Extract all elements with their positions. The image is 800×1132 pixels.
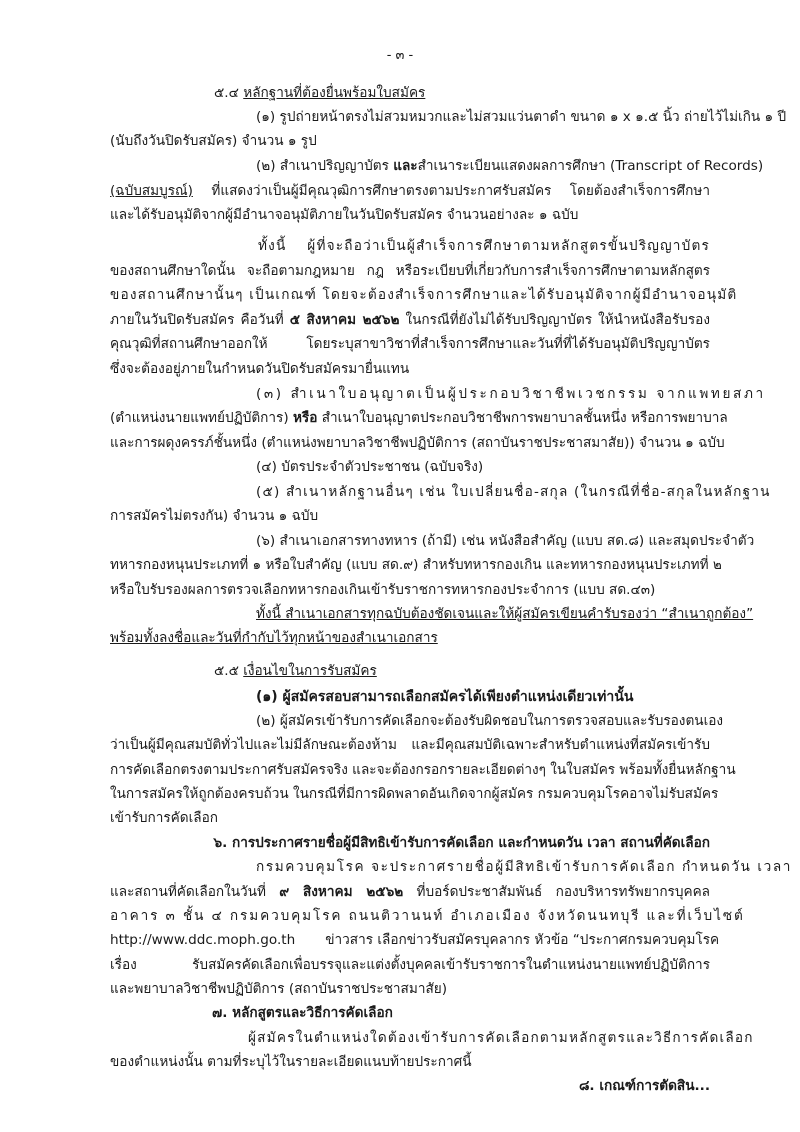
text: ที่แสดงว่าเป็นผู้มีคุณวุฒิการศึกษาตรงตามประกาศรับสมัคร โดยต้องสำเร็จการศึกษา: [192, 183, 710, 199]
closing-date: ๕ สิงหาคม ๒๕๖๒: [289, 312, 400, 328]
section-5-5-heading: [214, 661, 377, 683]
certify-line-2: พร้อมทั้งลงชื่อและวันที่กำกับไว้ทุกหน้าของสำเนาเอกสาร: [110, 630, 438, 646]
item-2-line-3: และได้รับอนุมัติจากผู้มีอำนาจอนุมัติภายในวันปิดรับสมัคร จำนวนอย่างละ ๑ ฉบับ: [110, 207, 579, 223]
text: (๒) สำเนาปริญญาบัตร: [256, 158, 394, 174]
text: ที่บอร์ดประชาสัมพันธ์ กองบริหารทรัพยากรบุคคล: [403, 884, 711, 900]
item-5-line-1: (๕) สำเนาหลักฐานอื่นๆ เช่น ใบเปลี่ยนชื่อ-สกุล (ในกรณีที่ชื่อ-สกุลในหลักฐาน: [256, 484, 771, 500]
text: (ตำแหน่งนายแพทย์ปฏิบัติการ): [110, 410, 293, 426]
section-number: ๕.๔: [214, 85, 239, 101]
section-6-line-6: และพยาบาลวิชาชีพปฏิบัติการ (สถาบันราชประชาสมาสัย): [110, 981, 448, 997]
section-6-heading: ๖. การประกาศรายชื่อผู้มีสิทธิเข้ารับการคัดเลือก และกำหนดวัน เวลา สถานที่คัดเลือก: [213, 835, 710, 851]
text: และสถานที่คัดเลือกในวันที่: [110, 884, 280, 900]
condition-2-line-2: ว่าเป็นผู้มีคุณสมบัติทั่วไปและไม่มีลักษณะต้องห้าม และมีคุณสมบัติเฉพาะสำหรับตำแหน่งที่สมัครเข้ารับ: [110, 737, 710, 753]
section-6-line-3: อาคาร ๓ ชั้น ๔ กรมควบคุมโรค ถนนติวานนท์ อำเภอเมือง จังหวัดนนทบุรี และที่เว็บไซต์: [110, 908, 745, 924]
condition-2-line-1: (๒) ผู้สมัครเข้ารับการคัดเลือกจะต้องรับผิดชอบในการตรวจสอบและรับรองตนเอง: [256, 713, 724, 729]
condition-2-line-4: ในการสมัครให้ถูกต้องครบถ้วน ในกรณีที่มีการผิดพลาดอันเกิดจากผู้สมัคร กรมควบคุมโรคอาจไม่รับสมัคร: [110, 786, 719, 802]
website-link[interactable]: http://www.ddc.moph.go.th: [110, 932, 296, 948]
text: ข่าวสาร เลือกข่าวรับสมัครบุคลากร หัวข้อ “ประกาศกรมควบคุมโรค: [325, 932, 720, 948]
text: สำเนาระเบียนแสดงผลการศึกษา (Transcript of Records): [417, 158, 764, 174]
item-6-line-3: หรือใบรับรองผลการตรวจเลือกทหารกองเกินเข้ารับราชการทหารกองประจำการ (แบบ สด.๔๓): [110, 582, 656, 598]
section-6-line-1: กรมควบคุมโรค จะประกาศรายชื่อผู้มีสิทธิเข้ารับการคัดเลือก กำหนดวัน เวลา: [256, 859, 792, 875]
section-title: เงื่อนไขในการรับสมัคร: [243, 663, 377, 679]
underlined-text: (ฉบับสมบูรณ์): [110, 183, 193, 199]
text: ในกรณีที่ยังไม่ได้รับปริญญาบัตร ให้นำหนังสือรับรอง: [399, 312, 710, 328]
item-1-line-1: (๑) รูปถ่ายหน้าตรงไม่สวมหมวกและไม่สวมแว่นตาดำ ขนาด ๑ x ๑.๕ นิ้ว ถ่ายไว้ไม่เกิน ๑ ปี: [256, 109, 787, 125]
item-2-line-2: [110, 181, 710, 203]
section-5-4-heading: [214, 83, 425, 105]
item-6-line-1: (๖) สำเนาเอกสารทางทหาร (ถ้ามี) เช่น หนังสือสำคัญ (แบบ สด.๘) และสมุดประจำตัว: [256, 533, 755, 549]
note-line-4: [110, 310, 710, 332]
text: สำเนาใบอนุญาตประกอบวิชาชีพการพยาบาลชั้นหนึ่ง หรือการพยาบาล: [317, 410, 728, 426]
item-3-line-3: และการผดุงครรภ์ชั้นหนึ่ง (ตำแหน่งพยาบาลวิชาชีพปฏิบัติการ (สถาบันราชประชาสมาสัย)) จำนวน ๑ ฉบับ: [110, 435, 725, 451]
item-5-line-2: การสมัครไม่ตรงกัน) จำนวน ๑ ฉบับ: [110, 508, 319, 524]
section-6-line-5: เรื่อง รับสมัครคัดเลือกเพื่อบรรจุและแต่งตั้งบุคคลเข้ารับราชการในตำแหน่งนายแพทย์ปฏิบัติการ: [110, 957, 710, 973]
announcement-date: ๙ สิงหาคม ๒๕๖๒: [279, 884, 404, 900]
section-title: หลักฐานที่ต้องยื่นพร้อมใบสมัคร: [243, 85, 426, 101]
certify-line-1: ทั้งนี้ สำเนาเอกสารทุกฉบับต้องชัดเจนและให้ผู้สมัครเขียนคำรับรองว่า “สำเนาถูกต้อง”: [256, 606, 754, 622]
item-4: (๔) บัตรประจำตัวประชาชน (ฉบับจริง): [256, 459, 484, 475]
continuation-marker: ๘. เกณฑ์การตัดสิน...: [578, 1078, 710, 1094]
note-line-5: คุณวุฒิที่สถานศึกษาออกให้ โดยระบุสาขาวิชาที่สำเร็จการศึกษาและวันที่ที่ได้รับอนุมัติปริญญาบัตร: [110, 336, 710, 352]
condition-1: (๑) ผู้สมัครสอบสามารถเลือกสมัครได้เพียงตำแหน่งเดียวเท่านั้น: [256, 689, 634, 705]
emphasis: หรือ: [292, 410, 318, 426]
item-3-line-1: (๓) สำเนาใบอนุญาตเป็นผู้ประกอบวิชาชีพเวชกรรม จากแพทยสภา: [256, 386, 766, 402]
item-3-line-2: [110, 408, 728, 430]
note-line-3: ของสถานศึกษานั้นๆ เป็นเกณฑ์ โดยจะต้องสำเร็จการศึกษาและได้รับอนุมัติจากผู้มีอำนาจอนุมัติ: [110, 287, 738, 303]
condition-2-line-3: การคัดเลือกตรงตามประกาศรับสมัครจริง และจะต้องกรอกรายละเอียดต่างๆ ในใบสมัคร พร้อมทั้งยื่นหลักฐาน: [110, 762, 736, 778]
condition-2-line-5: เข้ารับการคัดเลือก: [110, 810, 218, 826]
section-6-line-4: [110, 930, 720, 952]
item-6-line-2: ทหารกองหนุนประเภทที่ ๑ หรือใบสำคัญ (แบบ สด.๙) สำหรับทหารกองเกิน และทหารกองหนุนประเภทที่ ๒: [110, 557, 722, 573]
section-7-line-1: ผู้สมัครในตำแหน่งใดต้องเข้ารับการคัดเลือกตามหลักสูตรและวิธีการคัดเลือก: [248, 1030, 754, 1046]
section-7-line-2: ของตำแหน่งนั้น ตามที่ระบุไว้ในรายละเอียดแนบท้ายประกาศนี้: [110, 1054, 472, 1070]
note-line-1: ทั้งนี้ ผู้ที่จะถือว่าเป็นผู้สำเร็จการศึกษาตามหลักสูตรขั้นปริญญาบัตร: [258, 238, 710, 254]
item-1-line-2: (นับถึงวันปิดรับสมัคร) จำนวน ๑ รูป: [110, 133, 317, 149]
section-7-heading: ๗. หลักสูตรและวิธีการคัดเลือก: [212, 1005, 393, 1021]
page-number: - ๓ -: [386, 48, 414, 63]
note-line-6: ซึ่งจะต้องอยู่ภายในกำหนดวันปิดรับสมัครมายื่นแทน: [110, 361, 410, 377]
emphasis: และ: [393, 158, 418, 174]
note-line-2: ของสถานศึกษาใดนั้น จะถือตามกฎหมาย กฎ หรือระเบียบที่เกี่ยวกับการสำเร็จการศึกษาตามหลักสูตร: [110, 263, 710, 279]
section-number: ๕.๕: [214, 663, 239, 679]
section-6-line-2: [110, 882, 710, 904]
text: ภายในวันปิดรับสมัคร คือวันที่: [110, 312, 290, 328]
item-2-line-1: [256, 156, 764, 178]
